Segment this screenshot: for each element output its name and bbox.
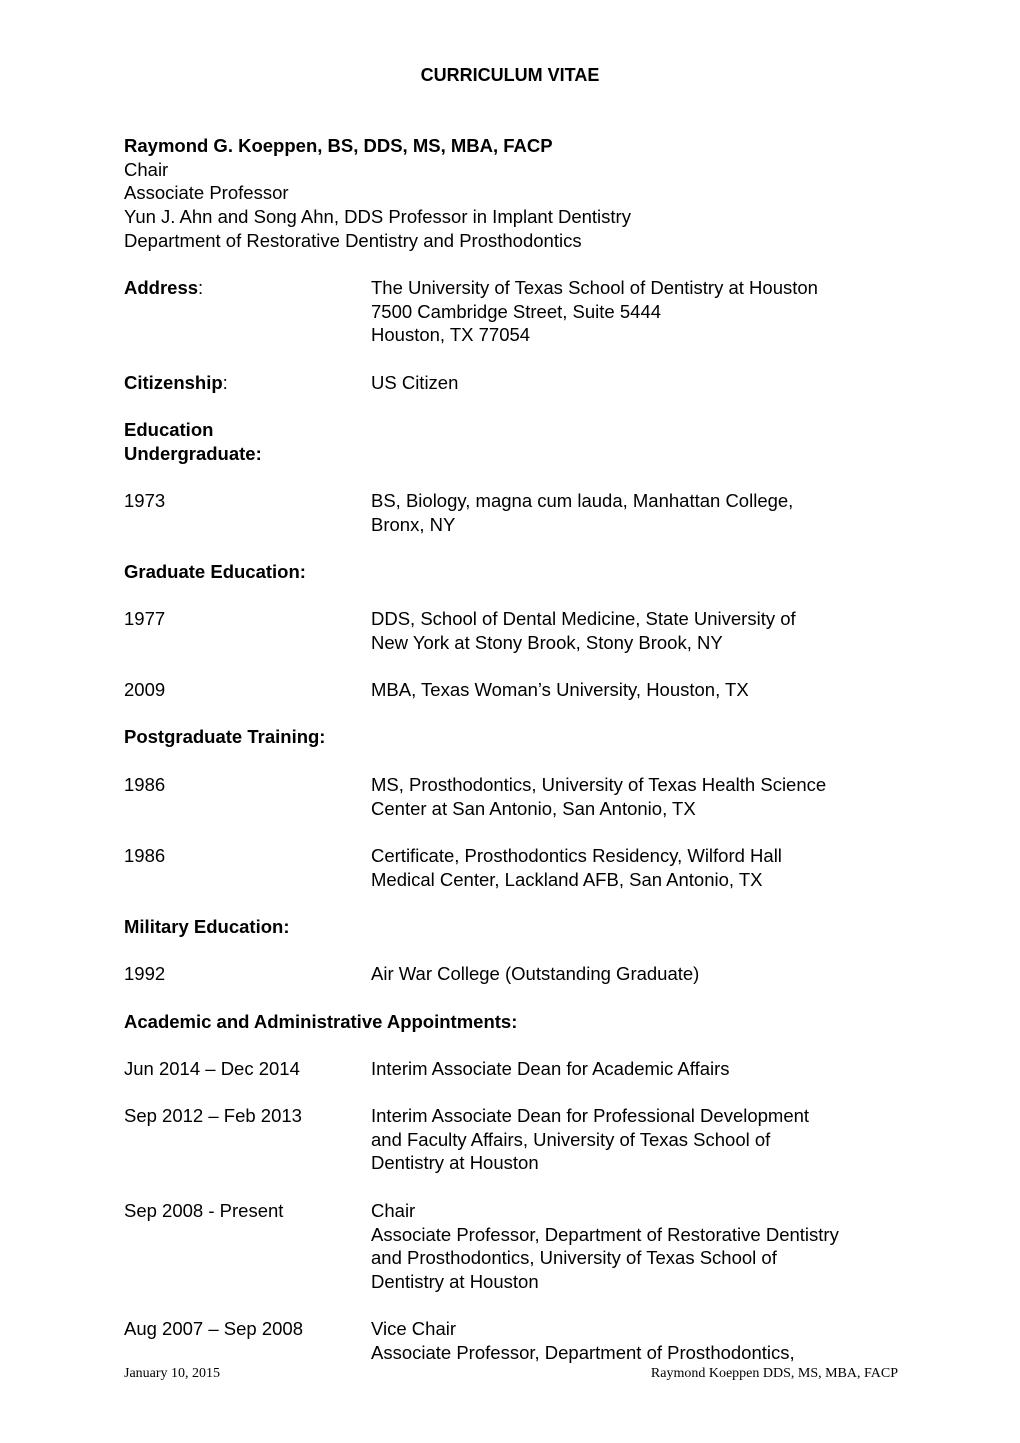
entry-description: Certificate, Prosthodontics Residency, Wilford Hall Medical Center, Lackland AFB, San Antonio, TX [371,845,782,890]
person-block [124,134,631,253]
address-line: The University of Texas School of Dentistry at Houston [371,277,818,298]
address-value [371,276,911,347]
entry-description: Interim Associate Dean for Professional Development and Faculty Affairs, University of Texas School of Dentistry at Houston [371,1105,810,1174]
position-line: Associate Professor [124,182,289,204]
entry-date: 1986 [124,774,166,795]
entry-date: 2009 [124,679,166,700]
entry-date: Sep 2012 – Feb 2013 [124,1105,302,1126]
citizenship-label: Citizenship [124,372,223,393]
position-line: Chair [124,158,169,180]
entry-description: Interim Associate Dean for Academic Affairs [371,1058,730,1079]
address-line: Houston, TX 77054 [371,324,531,346]
appointments-heading: Academic and Administrative Appointments: [124,1011,518,1032]
graduate-heading: Graduate Education: [124,561,306,582]
entry-description: MS, Prosthodontics, University of Texas Health Science Center at San Antonio, San Antonio, TX [371,774,827,819]
military-heading: Military Education: [124,916,290,937]
document-title: CURRICULUM VITAE [420,65,600,85]
education-heading: Education Undergraduate: [124,419,262,464]
citizenship-value: US Citizen [371,372,459,393]
entry-date: 1992 [124,963,166,984]
position-line: Yun J. Ahn and Song Ahn, DDS Professor in Implant Dentistry [124,206,631,228]
footer-author: Raymond Koeppen DDS, MS, MBA, FACP [650,1366,898,1381]
entry-description: MBA, Texas Woman’s University, Houston, TX [371,679,749,700]
person-name: Raymond G. Koeppen, BS, DDS, MS, MBA, FACP [124,135,553,156]
entry-description: DDS, School of Dental Medicine, State University of New York at Stony Brook, Stony Brook, NY [371,608,796,653]
address-label: Address [124,277,199,298]
postgraduate-heading: Postgraduate Training: [124,726,326,747]
entry-description: Air War College (Outstanding Graduate) [371,963,700,984]
entry-description: Vice Chair Associate Professor, Department of Prosthodontics, [371,1318,795,1363]
entry-date: Aug 2007 – Sep 2008 [124,1318,303,1339]
entry-description: BS, Biology, magna cum lauda, Manhattan College, Bronx, NY [371,490,794,535]
entry-date: 1973 [124,490,166,511]
entry-date: 1977 [124,608,166,629]
footer-date: January 10, 2015 [124,1366,221,1381]
position-line: Department of Restorative Dentistry and Prosthodontics [124,229,582,251]
cv-page: CURRICULUM VITAE Raymond G. Koeppen, BS, DDS, MS, MBA, FACP Chair Associate Professor Yun J. Ahn and Song Ahn, DDS Professor in Implant Dentistry Department of Restorative Dentistry and Prosthodontics Address: The University of Texas School of Dentistry at Houston 7500 Cambridge Street, Suite 5444 Houston, TX 77054 Citizenship: US Citizen Education Undergraduate: 1973 BS, Biology, magna cum lauda, Manhattan College, Bronx, NY Graduate Education: 1977 DDS, School of Dental Medicine, State University of New York at Stony Brook, Stony Brook, NY 2009 MBA, Texas Woman’s University, Houston, TX Postgraduate Training: 1986 MS, Prosthodontics, University of Texas Health Science Center at San Antonio, San Antonio, TX 1986 Certificate, Prosthodontics Residency, Wilford Hall Medical Center, Lackland AFB, San Antonio, TX Military Education: 1992 Air War College (Outstanding Graduate) Academic and Administrative Appointments: Jun 2014 – Dec 2014 Interim Associate Dean for Academic Affairs Sep 2012 – Feb 2013 Interim Associate Dean for Professional Development and Faculty Affairs, University of Texas School of Dentistry at Houston Sep 2008 - Present Chair Associate Professor, Department of Restorative Dentistry and Prosthodontics, University of Texas School of Dentistry at Houston Aug 2007 – Sep 2008 Vice Chair Associate Professor, Department of Prosthodontics, January 10, 2015 Raymond Koeppen DDS, MS, MBA, FACP [0,0,1020,1443]
entry-date: Sep 2008 - Present [124,1200,284,1221]
address-line: 7500 Cambridge Street, Suite 5444 [371,300,662,322]
entry-description: Chair Associate Professor, Department of Restorative Dentistry and Prosthodontics, University of Texas School of Dentistry at Houston [371,1200,839,1293]
entry-date: Jun 2014 – Dec 2014 [124,1058,300,1079]
entry-date: 1986 [124,845,166,866]
